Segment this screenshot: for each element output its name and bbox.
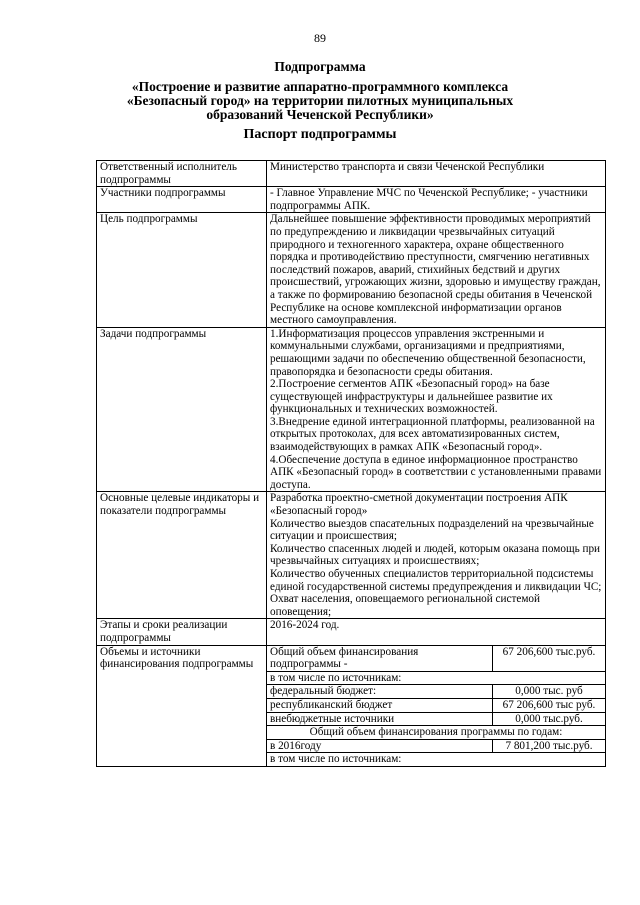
table-row: [267, 671, 605, 685]
task-item: 4.Обеспечение доступа в единое информационное пространство АПК «Безопасный город» в соответствии с установленными правами доступа.: [270, 453, 602, 491]
year-value: 7 801,200 тыс.руб.: [493, 739, 606, 753]
table-row: [97, 327, 606, 492]
task-item: 2.Построение сегментов АПК «Безопасный город» на базе существующей инфраструктуры и дальнейшее развитие их функциональных и технических возможностей.: [270, 378, 553, 416]
row-label: Участники подпрограммы: [97, 187, 267, 213]
table-row: [267, 739, 605, 753]
task-item: 1.Информатизация процессов управления экстренными и коммунальными службами, организациями и предприятиями, решающими задачи по обеспечению общественной безопасности, правопорядка и безопасности среды обитания.: [270, 327, 586, 378]
row-value: [267, 327, 606, 492]
row-label: Ответственный исполнитель подпрограммы: [97, 161, 267, 187]
year-label: в 2016году: [267, 739, 493, 753]
row-value: [267, 492, 606, 619]
task-item: 3.Внедрение единой интеграционной платформы, реализованной на открытых протоколах, для всех автоматизированных систем, взаимодействующих в рамках АПК «Безопасный город».: [270, 415, 595, 454]
subprogram-heading: Подпрограмма: [274, 59, 366, 74]
indicator-item: Количество спасенных людей и людей, которым оказана помощь при чрезвычайных ситуациях и происшествиях;: [270, 542, 601, 568]
table-row: [97, 619, 606, 645]
financing-cell: [267, 645, 606, 766]
by-year-label: Общий объем финансирования программы по годам:: [267, 726, 605, 740]
table-row: [267, 646, 605, 672]
passport-title: Паспорт подпрограммы: [243, 127, 397, 142]
source-value: 67 206,600 тыс руб.: [493, 698, 606, 712]
row-value: - Главное Управление МЧС по Чеченской Республике; - участники подпрограммы АПК.: [267, 187, 606, 213]
subtitle-line-3: образований Чеченской Республики»: [206, 107, 434, 122]
subtitle-line-1: «Построение и развитие аппаратно-программного комплекса: [131, 79, 509, 94]
row-value: 2016-2024 год.: [267, 619, 606, 645]
source-name: федеральный бюджет:: [267, 685, 493, 699]
subtitle-line-2: «Безопасный город» на территории пилотных муниципальных: [126, 93, 514, 108]
table-row: [267, 726, 605, 740]
table-row: [267, 753, 605, 766]
source-value: 0,000 тыс.руб.: [493, 712, 606, 726]
indicator-item: Количество обученных специалистов территориальной подсистемы единой государственной системы предупреждения и ликвидации ЧС;: [270, 568, 602, 593]
indicator-item: Охват населения, оповещаемого региональной системой оповещения;: [270, 593, 540, 618]
table-row: [267, 685, 605, 699]
document-title: [0, 60, 640, 122]
table-row: [97, 492, 606, 619]
sources-label: в том числе по источникам:: [267, 671, 605, 685]
passport-table: [96, 160, 606, 767]
table-row: [97, 213, 606, 327]
row-value: Министерство транспорта и связи Чеченской Республики: [267, 161, 606, 187]
table-row: [97, 187, 606, 213]
table-row: [267, 712, 605, 726]
table-row: [267, 698, 605, 712]
financing-total-value: 67 206,600 тыс.руб.: [493, 646, 606, 672]
row-label: Объемы и источники финансирования подпрограммы: [97, 645, 267, 766]
row-label: Цель подпрограммы: [97, 213, 267, 327]
financing-total-label: Общий объем финансирования подпрограммы -: [267, 646, 493, 672]
row-label: Задачи подпрограммы: [97, 327, 267, 492]
year-sources-label: в том числе по источникам:: [267, 753, 605, 766]
indicator-item: Разработка проектно-сметной документации построения АПК «Безопасный город»: [270, 492, 568, 518]
row-label: Основные целевые индикаторы и показатели подпрограммы: [97, 492, 267, 619]
source-name: республиканский бюджет: [267, 698, 493, 712]
row-label: Этапы и сроки реализации подпрограммы: [97, 619, 267, 645]
source-value: 0,000 тыс. руб: [493, 685, 606, 699]
indicator-item: Количество выездов спасательных подразделений на чрезвычайные ситуации и происшествия;: [270, 517, 594, 543]
source-name: внебюджетные источники: [267, 712, 493, 726]
table-row: [97, 161, 606, 187]
table-row: [97, 645, 606, 766]
page-number: 89: [314, 31, 326, 45]
row-value: Дальнейшее повышение эффективности проводимых мероприятий по предупреждению и ликвидации чрезвычайных ситуаций природного и техногенного характера, охране общественного порядка и противодействию преступности, смягчению негативных последствий пожаров, аварий, стихийных бедствий и других происшествий, угрожающих жизни, здоровью и имуществу граждан, а также по формированию безопасной среды обитания в Чеченской Республике на основе комплексной информатизации органов местного самоуправления.: [267, 213, 606, 327]
financing-table: [267, 646, 605, 766]
